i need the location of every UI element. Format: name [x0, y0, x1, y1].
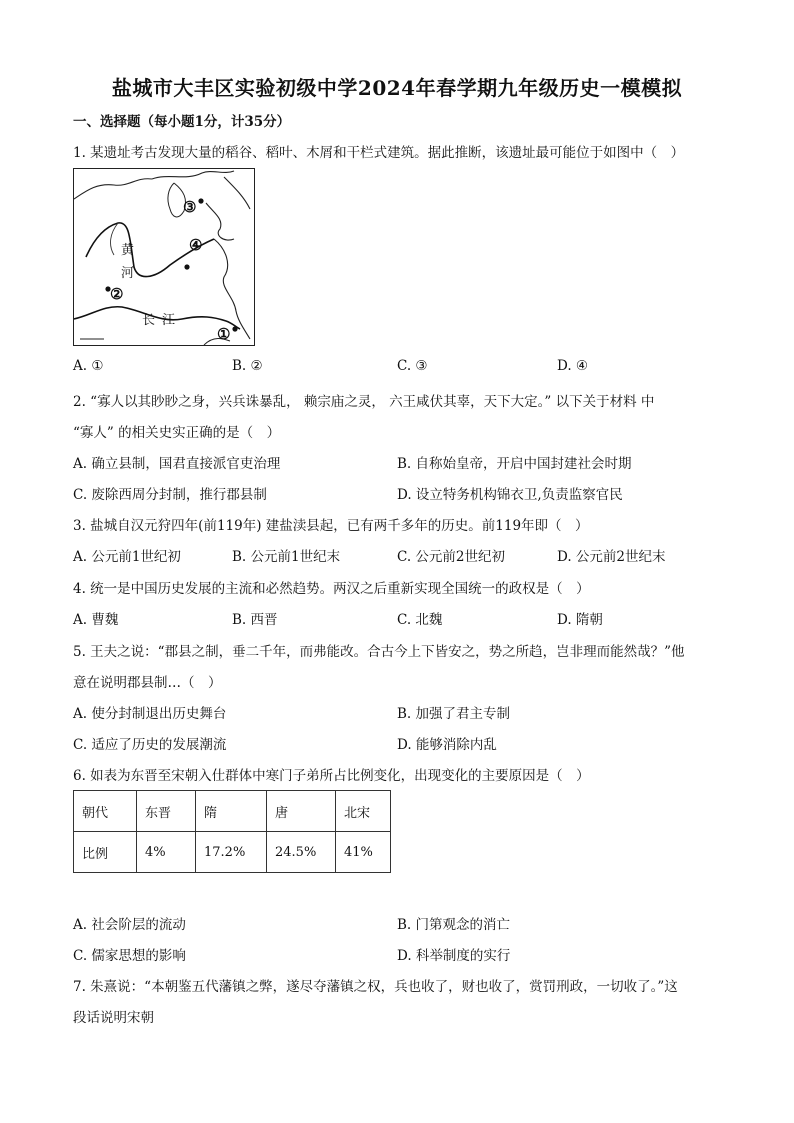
q4-option-b[interactable]: B. 西晋: [232, 612, 278, 628]
q1-option-c[interactable]: C. ③: [397, 358, 428, 374]
q4-option-d[interactable]: D. 隋朝: [557, 612, 603, 628]
q6-option-a[interactable]: A. 社会阶层的流动: [73, 917, 186, 933]
q6-option-d[interactable]: D. 科举制度的实行: [397, 948, 511, 964]
q6-option-b[interactable]: B. 门第观念的消亡: [397, 917, 511, 933]
table-cell: 朝代: [74, 791, 137, 832]
q2-option-a[interactable]: A. 确立县制，国君直接派官吏治理: [73, 456, 281, 472]
question-3-text: 3. 盐城自汉元狩四年(前119年) 建盐渎县起，已有两千多年的历史。前119年即（ ）: [73, 518, 589, 534]
question-5-text-1: 5. 王夫之说：“郡县之制，垂二千年，而弗能改。合古今上下皆安之，势之所趋，岂非理而能然哉？”他: [73, 644, 685, 660]
section-heading: 一、选择题（每小题1分，计35分）: [73, 114, 291, 130]
ratio-table: [73, 790, 391, 873]
question-5-text-2: 意在说明郡县制…（ ）: [73, 675, 222, 691]
table-cell: 4%: [137, 832, 196, 873]
site-dot-1: [232, 326, 237, 331]
q2-option-c[interactable]: C. 废除西周分封制，推行郡县制: [73, 487, 267, 503]
q4-option-c[interactable]: C. 北魏: [397, 612, 443, 628]
q3-option-b[interactable]: B. 公元前1世纪末: [232, 549, 341, 565]
question-2-text-1: 2. “寡人以其眇眇之身，兴兵诛暴乱， 赖宗庙之灵， 六王咸伏其辜，天下大定。” 以下关于材料 中: [73, 394, 655, 410]
table-cell: 24.5%: [267, 832, 336, 873]
question-7-text-2: 段话说明宋朝: [73, 1010, 154, 1026]
table-row: [74, 832, 391, 873]
ancient-china-map: [73, 168, 255, 346]
site-dot-3: [198, 198, 203, 203]
map-label-he: 河: [121, 266, 135, 281]
q3-option-c[interactable]: C. 公元前2世纪初: [397, 549, 506, 565]
table-cell: 北宋: [336, 791, 391, 832]
q5-option-d[interactable]: D. 能够消除内乱: [397, 737, 497, 753]
map-marker-1: ①: [217, 325, 231, 343]
map-label-chang: 长: [142, 313, 156, 328]
q4-option-a[interactable]: A. 曹魏: [73, 612, 119, 628]
q2-option-d[interactable]: D. 设立特务机构锦衣卫,负责监察官民: [397, 487, 623, 503]
map-label-huang: 黄: [121, 243, 135, 258]
q2-option-b[interactable]: B. 自称始皇帝，开启中国封建社会时期: [397, 456, 632, 472]
question-2-text-2: “寡人” 的相关史实正确的是（ ）: [73, 425, 281, 441]
question-6-text: 6. 如表为东晋至宋朝入仕群体中寒门子弟所占比例变化，出现变化的主要原因是（ ）: [73, 768, 590, 784]
q5-option-b[interactable]: B. 加强了君主专制: [397, 706, 511, 722]
q1-option-d[interactable]: D. ④: [557, 358, 589, 374]
q3-option-d[interactable]: D. 公元前2世纪末: [557, 549, 666, 565]
map-marker-2: ②: [110, 285, 124, 303]
q3-option-a[interactable]: A. 公元前1世纪初: [73, 549, 181, 565]
table-cell: 东晋: [137, 791, 196, 832]
map-marker-3: ③: [183, 198, 197, 216]
question-4-text: 4. 统一是中国历史发展的主流和必然趋势。两汉之后重新实现全国统一的政权是（ ）: [73, 581, 590, 597]
table-cell: 唐: [267, 791, 336, 832]
map-label-jiang: 江: [162, 313, 176, 328]
q1-option-a[interactable]: A. ①: [73, 358, 104, 374]
q5-option-c[interactable]: C. 适应了历史的发展潮流: [73, 737, 227, 753]
table-row: [74, 791, 391, 832]
q1-option-b[interactable]: B. ②: [232, 358, 263, 374]
table-cell: 隋: [196, 791, 267, 832]
site-dot-4: [184, 264, 189, 269]
q5-option-a[interactable]: A. 使分封制退出历史舞台: [73, 706, 227, 722]
page-title: 盐城市大丰区实验初级中学2024年春学期九年级历史一模模拟: [111, 76, 683, 100]
map-marker-4: ④: [189, 236, 203, 254]
table-cell: 17.2%: [196, 832, 267, 873]
q6-option-c[interactable]: C. 儒家思想的影响: [73, 948, 186, 964]
question-1-text: 1. 某遗址考古发现大量的稻谷、稻叶、木屑和干栏式建筑。据此推断，该遗址最可能位于如图中（ ）: [73, 145, 685, 161]
table-cell: 比例: [74, 832, 137, 873]
table-cell: 41%: [336, 832, 391, 873]
question-7-text-1: 7. 朱熹说：“本朝鉴五代藩镇之弊，遂尽夺藩镇之权，兵也收了，财也收了，赏罚刑政，一切收了。”这: [73, 979, 678, 995]
